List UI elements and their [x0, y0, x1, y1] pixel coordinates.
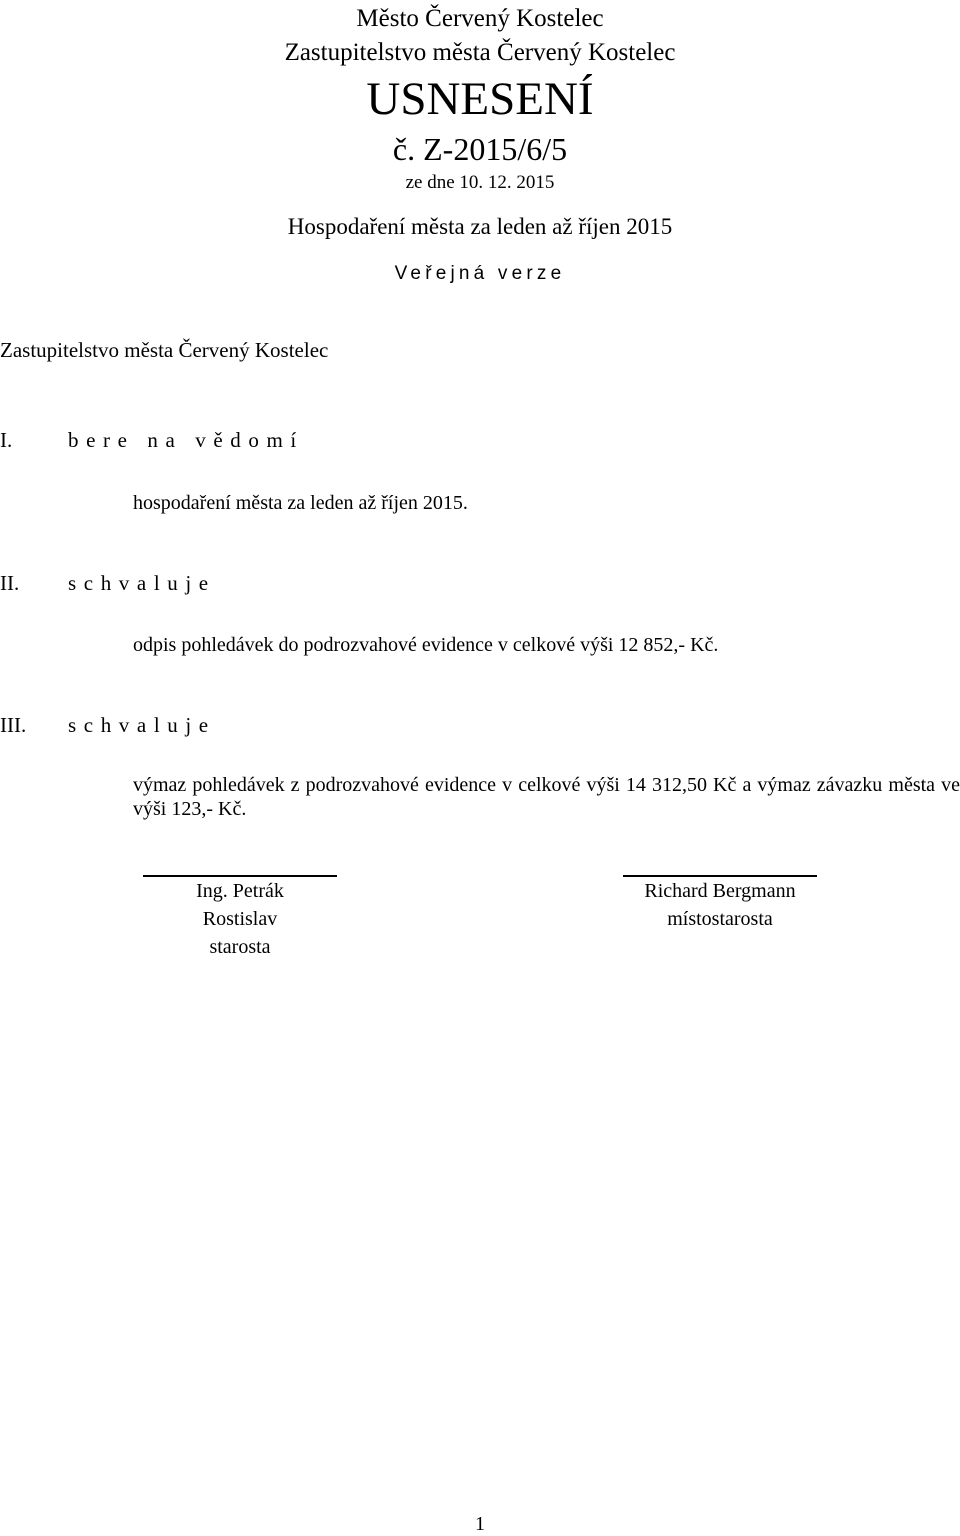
resolution-number: č. Z-2015/6/5: [392, 131, 568, 167]
section-number: I.: [0, 428, 13, 452]
signatory-name: Ing. Petrák: [196, 880, 284, 902]
resolution-subject: Hospodaření města za leden až říjen 2015: [287, 214, 673, 239]
section-number: III.: [0, 713, 27, 737]
resolution-date: ze dne 10. 12. 2015: [405, 172, 555, 193]
page-number: 1: [475, 1513, 485, 1535]
section-number: II.: [0, 571, 20, 595]
section-verb: schvaluje: [68, 571, 216, 595]
section-text: výmaz pohledávek z podrozvahové evidence v celkové výši 14 312,50 Kč a výmaz závazku města ve výši 123,- Kč.: [133, 774, 960, 820]
section-text: odpis pohledávek do podrozvahové evidence v celkové výši 12 852,- Kč.: [133, 634, 719, 656]
version-label: Veřejná verze: [394, 263, 566, 284]
section-verb: bere na vědomí: [68, 428, 304, 452]
signature-block-deputy-mayor: [622, 875, 818, 933]
city-name: Město Červený Kostelec: [356, 5, 604, 32]
signature-block-mayor: [143, 875, 337, 961]
section-verb: schvaluje: [68, 713, 216, 737]
document-title: USNESENÍ: [366, 73, 594, 125]
signatory-role: starosta: [209, 936, 271, 958]
signatory-role: místostarosta: [667, 908, 773, 930]
signatory-name: Richard Bergmann: [644, 880, 796, 902]
resolving-body: Zastupitelstvo města Červený Kostelec: [0, 338, 329, 362]
section-text: hospodaření města za leden až říjen 2015.: [133, 492, 468, 514]
council-name: Zastupitelstvo města Červený Kostelec: [284, 39, 676, 66]
signatory-name-continued: Rostislav: [202, 908, 278, 930]
